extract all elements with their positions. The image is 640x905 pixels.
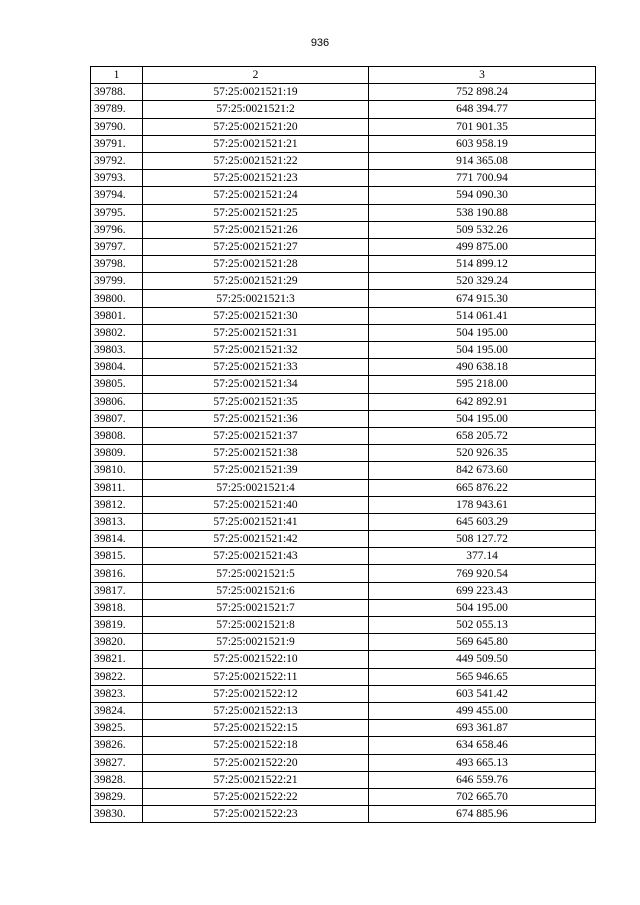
table-row [91, 359, 596, 376]
cadastral-number-cell: 57:25:0021521:29 [143, 273, 369, 290]
cadastral-number-cell: 57:25:0021521:34 [143, 376, 369, 393]
row-number-cell: 39804. [91, 359, 143, 376]
row-number-cell: 39816. [91, 565, 143, 582]
table-row [91, 170, 596, 187]
row-number-cell: 39820. [91, 634, 143, 651]
row-number-cell: 39811. [91, 479, 143, 496]
table-row [91, 273, 596, 290]
cadastral-number-cell: 57:25:0021522:21 [143, 771, 369, 788]
table-row [91, 84, 596, 101]
cadastral-number-cell: 57:25:0021521:27 [143, 238, 369, 255]
cadastral-number-cell: 57:25:0021521:33 [143, 359, 369, 376]
row-number-cell: 39817. [91, 582, 143, 599]
row-number-cell: 39803. [91, 342, 143, 359]
cadastral-value-cell: 509 532.26 [369, 221, 596, 238]
table-row [91, 307, 596, 324]
cadastral-value-cell: 504 195.00 [369, 410, 596, 427]
row-number-cell: 39791. [91, 135, 143, 152]
table-row [91, 221, 596, 238]
table-row [91, 599, 596, 616]
table-row [91, 479, 596, 496]
row-number-cell: 39825. [91, 720, 143, 737]
cadastral-value-cell: 493 665.13 [369, 754, 596, 771]
cadastral-value-cell: 377.14 [369, 548, 596, 565]
table-body [91, 84, 596, 823]
row-number-cell: 39790. [91, 118, 143, 135]
table-row [91, 531, 596, 548]
table-header-row [91, 67, 596, 84]
row-number-cell: 39828. [91, 771, 143, 788]
cadastral-value-cell: 569 645.80 [369, 634, 596, 651]
cadastral-number-cell: 57:25:0021521:35 [143, 393, 369, 410]
table-row [91, 548, 596, 565]
row-number-cell: 39809. [91, 445, 143, 462]
cadastral-value-cell: 178 943.61 [369, 496, 596, 513]
table-row [91, 376, 596, 393]
cadastral-value-cell: 538 190.88 [369, 204, 596, 221]
row-number-cell: 39830. [91, 806, 143, 823]
cadastral-number-cell: 57:25:0021521:30 [143, 307, 369, 324]
row-number-cell: 39789. [91, 101, 143, 118]
column-header-3: 3 [369, 67, 596, 84]
table-row [91, 668, 596, 685]
row-number-cell: 39801. [91, 307, 143, 324]
cadastral-number-cell: 57:25:0021521:31 [143, 324, 369, 341]
table-row [91, 634, 596, 651]
cadastral-value-cell: 699 223.43 [369, 582, 596, 599]
cadastral-number-cell: 57:25:0021521:38 [143, 445, 369, 462]
cadastral-number-cell: 57:25:0021521:2 [143, 101, 369, 118]
cadastral-number-cell: 57:25:0021522:11 [143, 668, 369, 685]
cadastral-value-cell: 648 394.77 [369, 101, 596, 118]
cadastral-value-cell: 693 361.87 [369, 720, 596, 737]
page-number: 936 [310, 37, 330, 49]
table-row [91, 290, 596, 307]
table-row [91, 702, 596, 719]
cadastral-value-cell: 504 195.00 [369, 324, 596, 341]
table-row [91, 256, 596, 273]
cadastral-number-cell: 57:25:0021521:37 [143, 427, 369, 444]
table-row [91, 187, 596, 204]
table-row [91, 496, 596, 513]
row-number-cell: 39807. [91, 410, 143, 427]
cadastral-number-cell: 57:25:0021521:22 [143, 152, 369, 169]
cadastral-value-cell: 658 205.72 [369, 427, 596, 444]
row-number-cell: 39788. [91, 84, 143, 101]
cadastral-number-cell: 57:25:0021521:4 [143, 479, 369, 496]
cadastral-number-cell: 57:25:0021521:43 [143, 548, 369, 565]
cadastral-value-cell: 842 673.60 [369, 462, 596, 479]
cadastral-number-cell: 57:25:0021522:22 [143, 788, 369, 805]
table-row [91, 135, 596, 152]
cadastral-value-cell: 514 899.12 [369, 256, 596, 273]
cadastral-number-cell: 57:25:0021521:7 [143, 599, 369, 616]
cadastral-number-cell: 57:25:0021521:6 [143, 582, 369, 599]
table-row [91, 720, 596, 737]
cadastral-number-cell: 57:25:0021521:8 [143, 617, 369, 634]
row-number-cell: 39800. [91, 290, 143, 307]
cadastral-number-cell: 57:25:0021521:24 [143, 187, 369, 204]
table-row [91, 324, 596, 341]
cadastral-number-cell: 57:25:0021521:26 [143, 221, 369, 238]
cadastral-value-cell: 449 509.50 [369, 651, 596, 668]
cadastral-number-cell: 57:25:0021521:41 [143, 513, 369, 530]
cadastral-value-cell: 752 898.24 [369, 84, 596, 101]
row-number-cell: 39798. [91, 256, 143, 273]
cadastral-number-cell: 57:25:0021521:40 [143, 496, 369, 513]
row-number-cell: 39808. [91, 427, 143, 444]
row-number-cell: 39819. [91, 617, 143, 634]
cadastral-value-cell: 642 892.91 [369, 393, 596, 410]
cadastral-value-cell: 499 455.00 [369, 702, 596, 719]
table-row [91, 410, 596, 427]
cadastral-number-cell: 57:25:0021522:13 [143, 702, 369, 719]
cadastral-value-cell: 595 218.00 [369, 376, 596, 393]
cadastral-value-cell: 594 090.30 [369, 187, 596, 204]
row-number-cell: 39824. [91, 702, 143, 719]
cadastral-number-cell: 57:25:0021521:5 [143, 565, 369, 582]
cadastral-value-cell: 504 195.00 [369, 599, 596, 616]
cadastral-number-cell: 57:25:0021521:19 [143, 84, 369, 101]
row-number-cell: 39792. [91, 152, 143, 169]
row-number-cell: 39805. [91, 376, 143, 393]
cadastral-value-cell: 771 700.94 [369, 170, 596, 187]
cadastral-value-cell: 490 638.18 [369, 359, 596, 376]
row-number-cell: 39806. [91, 393, 143, 410]
cadastral-value-cell: 674 885.96 [369, 806, 596, 823]
row-number-cell: 39796. [91, 221, 143, 238]
cadastral-number-cell: 57:25:0021522:18 [143, 737, 369, 754]
table-row [91, 582, 596, 599]
cadastral-number-cell: 57:25:0021521:23 [143, 170, 369, 187]
row-number-cell: 39814. [91, 531, 143, 548]
row-number-cell: 39821. [91, 651, 143, 668]
table-row [91, 771, 596, 788]
table-row [91, 118, 596, 135]
table-row [91, 204, 596, 221]
column-header-1: 1 [91, 67, 143, 84]
row-number-cell: 39795. [91, 204, 143, 221]
row-number-cell: 39793. [91, 170, 143, 187]
cadastral-number-cell: 57:25:0021521:21 [143, 135, 369, 152]
table-row [91, 788, 596, 805]
cadastral-number-cell: 57:25:0021522:15 [143, 720, 369, 737]
cadastral-value-cell: 674 915.30 [369, 290, 596, 307]
table-row [91, 651, 596, 668]
cadastral-number-cell: 57:25:0021521:9 [143, 634, 369, 651]
table-row [91, 238, 596, 255]
row-number-cell: 39823. [91, 685, 143, 702]
table-row [91, 737, 596, 754]
row-number-cell: 39829. [91, 788, 143, 805]
cadastral-number-cell: 57:25:0021521:32 [143, 342, 369, 359]
row-number-cell: 39815. [91, 548, 143, 565]
cadastral-number-cell: 57:25:0021521:42 [143, 531, 369, 548]
cadastral-value-cell: 520 329.24 [369, 273, 596, 290]
cadastral-number-cell: 57:25:0021521:20 [143, 118, 369, 135]
table-row [91, 445, 596, 462]
cadastral-value-cell: 520 926.35 [369, 445, 596, 462]
table-row [91, 342, 596, 359]
cadastral-value-cell: 508 127.72 [369, 531, 596, 548]
table-row [91, 427, 596, 444]
cadastral-number-cell: 57:25:0021522:20 [143, 754, 369, 771]
cadastral-value-cell: 504 195.00 [369, 342, 596, 359]
cadastral-number-cell: 57:25:0021521:28 [143, 256, 369, 273]
cadastral-number-cell: 57:25:0021521:3 [143, 290, 369, 307]
cadastral-value-cell: 914 365.08 [369, 152, 596, 169]
row-number-cell: 39794. [91, 187, 143, 204]
cadastral-value-cell: 701 901.35 [369, 118, 596, 135]
table-row [91, 806, 596, 823]
cadastral-number-cell: 57:25:0021522:23 [143, 806, 369, 823]
cadastral-value-cell: 514 061.41 [369, 307, 596, 324]
table-row [91, 565, 596, 582]
table-row [91, 513, 596, 530]
table-row [91, 685, 596, 702]
table-row [91, 617, 596, 634]
cadastral-number-cell: 57:25:0021521:36 [143, 410, 369, 427]
cadastral-value-cell: 502 055.13 [369, 617, 596, 634]
row-number-cell: 39810. [91, 462, 143, 479]
cadastral-value-cell: 769 920.54 [369, 565, 596, 582]
cadastral-number-cell: 57:25:0021521:39 [143, 462, 369, 479]
cadastral-value-cell: 565 946.65 [369, 668, 596, 685]
cadastral-number-cell: 57:25:0021522:12 [143, 685, 369, 702]
row-number-cell: 39799. [91, 273, 143, 290]
cadastral-value-cell: 665 876.22 [369, 479, 596, 496]
cadastral-number-cell: 57:25:0021521:25 [143, 204, 369, 221]
row-number-cell: 39802. [91, 324, 143, 341]
row-number-cell: 39826. [91, 737, 143, 754]
row-number-cell: 39827. [91, 754, 143, 771]
cadastral-value-cell: 603 958.19 [369, 135, 596, 152]
table-row [91, 754, 596, 771]
row-number-cell: 39812. [91, 496, 143, 513]
table-row [91, 462, 596, 479]
row-number-cell: 39822. [91, 668, 143, 685]
cadastre-value-table [90, 66, 596, 823]
column-header-2: 2 [143, 67, 369, 84]
cadastral-value-cell: 603 541.42 [369, 685, 596, 702]
cadastral-value-cell: 499 875.00 [369, 238, 596, 255]
table-row [91, 152, 596, 169]
row-number-cell: 39797. [91, 238, 143, 255]
cadastral-value-cell: 645 603.29 [369, 513, 596, 530]
cadastral-number-cell: 57:25:0021522:10 [143, 651, 369, 668]
row-number-cell: 39813. [91, 513, 143, 530]
cadastral-value-cell: 702 665.70 [369, 788, 596, 805]
table-row [91, 101, 596, 118]
table-row [91, 393, 596, 410]
cadastral-value-cell: 634 658.46 [369, 737, 596, 754]
row-number-cell: 39818. [91, 599, 143, 616]
cadastral-value-cell: 646 559.76 [369, 771, 596, 788]
